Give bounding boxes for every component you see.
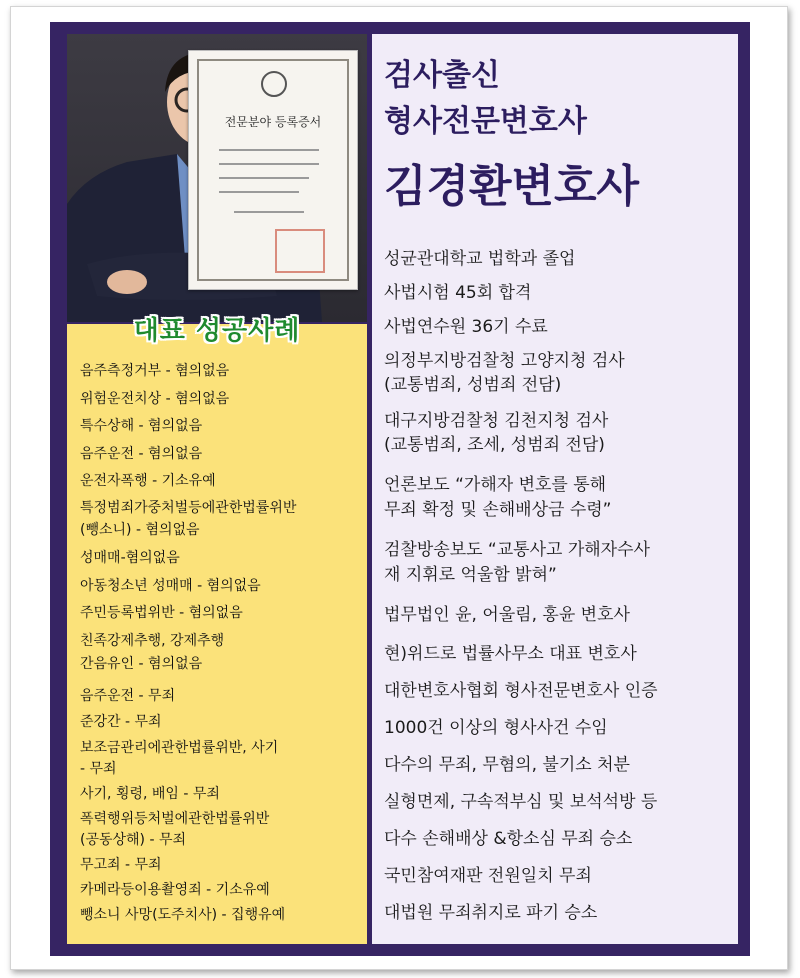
case-item: 음주운전 - 무죄: [80, 688, 176, 704]
case-item: 음주운전 - 혐의없음: [80, 446, 203, 462]
certificate-text-line: [219, 191, 299, 193]
career-item: 사법연수원 36기 수료: [384, 317, 548, 337]
case-item: - 무죄: [80, 761, 117, 777]
career-item: 무죄 확정 및 손해배상금 수령”: [384, 500, 612, 520]
case-item: 주민등록법위반 - 혐의없음: [80, 605, 243, 621]
case-item: 음주측정거부 - 혐의없음: [80, 363, 230, 379]
career-item: 다수 손해배상 &항소심 무죄 승소: [384, 829, 633, 849]
career-item: 검찰방송보도 “교통사고 가해자수사: [384, 540, 650, 560]
success-cases-title: 대표 성공사례: [133, 316, 301, 346]
career-item: 대구지방검찰청 김천지청 검사: [384, 411, 609, 431]
career-item: 언론보도 “가해자 변호를 통해: [384, 475, 607, 495]
career-item-sub: (교통범죄, 성범죄 전담): [384, 375, 562, 395]
headline-line1: 검사출신: [384, 58, 500, 93]
case-item: 폭력행위등처벌에관한법률위반: [80, 811, 270, 827]
lawyer-name: 김경환변호사: [384, 161, 640, 212]
emblem-icon: [261, 71, 287, 97]
career-item: 국민참여재판 전원일치 무죄: [384, 866, 592, 886]
case-item: 카메라등이용촬영죄 - 기소유예: [80, 882, 270, 898]
seal-stamp-icon: [275, 229, 325, 273]
career-item: 실형면제, 구속적부심 및 보석석방 등: [384, 792, 658, 812]
case-item: 특정범죄가중처벌등에관한법률위반: [80, 500, 297, 516]
case-item: 운전자폭행 - 기소유예: [80, 473, 216, 489]
career-item: 다수의 무죄, 무혐의, 불기소 처분: [384, 755, 630, 775]
career-item: 의정부지방검찰청 고양지청 검사: [384, 351, 625, 371]
career-item: 법무법인 윤, 어울림, 홍윤 변호사: [384, 605, 630, 625]
headline-line2: 형사전문변호사: [384, 104, 587, 139]
case-item: 무고죄 - 무죄: [80, 857, 162, 873]
case-item: 보조금관리에관한법률위반, 사기: [80, 740, 279, 756]
case-item: 친족강제추행, 강제추행: [80, 633, 225, 649]
certificate-text-line: [219, 149, 319, 151]
case-item: 사기, 횡령, 배임 - 무죄: [80, 786, 220, 802]
career-item: 현)위드로 법률사무소 대표 변호사: [384, 644, 637, 664]
case-item: (뺑소니) - 혐의없음: [80, 522, 200, 538]
certificate-image: [188, 50, 358, 290]
career-item: 대법원 무죄취지로 파기 승소: [384, 903, 598, 923]
case-item: (공동상해) - 무죄: [80, 832, 187, 848]
career-item-sub: (교통범죄, 조세, 성범죄 전담): [384, 435, 605, 455]
career-item: 사법시험 45회 합격: [384, 283, 532, 303]
case-item: 뺑소니 사망(도주치사) - 집행유예: [80, 907, 286, 923]
career-item: 대한변호사협회 형사전문변호사 인증: [384, 681, 658, 701]
career-item: 재 지휘로 억울함 밝혀”: [384, 565, 557, 585]
career-item: 성균관대학교 법학과 졸업: [384, 249, 576, 269]
case-item: 특수상해 - 혐의없음: [80, 418, 203, 434]
certificate-title: 전문분야 등록증서: [224, 115, 322, 129]
certificate-text-line: [219, 177, 309, 179]
case-item: 아동청소년 성매매 - 혐의없음: [80, 578, 261, 594]
career-item: 1000건 이상의 형사사건 수임: [384, 718, 608, 738]
certificate-text-line: [234, 211, 304, 213]
case-item: 위험운전치상 - 혐의없음: [80, 391, 230, 407]
case-item: 준강간 - 무죄: [80, 714, 162, 730]
case-item: 간음유인 - 혐의없음: [80, 656, 203, 672]
certificate-text-line: [219, 163, 319, 165]
case-item: 성매매-혐의없음: [80, 550, 180, 566]
